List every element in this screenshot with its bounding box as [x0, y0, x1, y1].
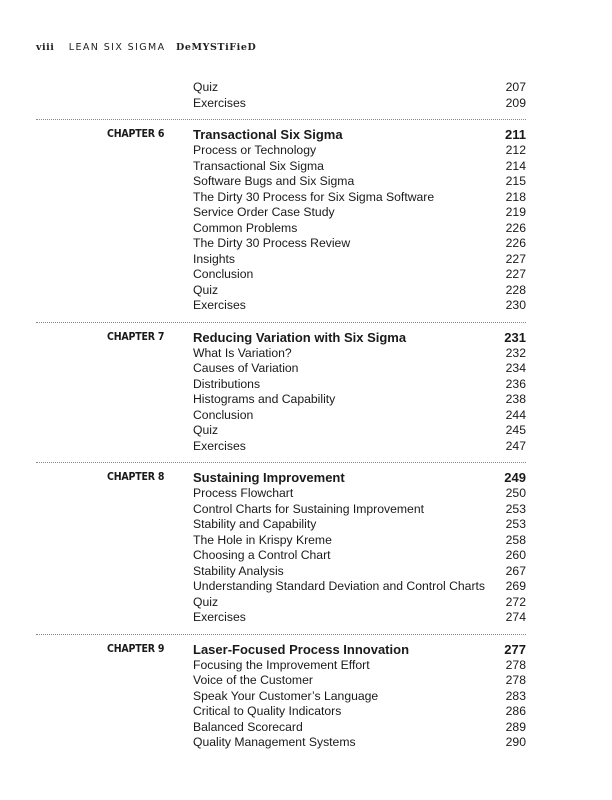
entry-title: Exercises — [193, 95, 246, 110]
chapter-page-number: 249 — [504, 470, 526, 485]
toc-entry[interactable] — [0, 548, 612, 564]
entry-page-number: 209 — [505, 95, 526, 110]
toc-entry[interactable] — [0, 361, 612, 377]
toc-entry[interactable] — [0, 252, 612, 268]
entry-page-number: 215 — [505, 174, 526, 188]
chapter-page-number: 231 — [504, 329, 526, 345]
entry-title: Process Flowchart — [193, 486, 294, 500]
toc-entry[interactable] — [0, 205, 612, 221]
toc-entry[interactable] — [0, 517, 612, 533]
toc-entry[interactable] — [0, 423, 612, 439]
toc-entry[interactable] — [0, 143, 612, 159]
toc-entry[interactable] — [0, 735, 612, 751]
entry-page-number: 227 — [505, 251, 526, 266]
entry-page-number: 247 — [505, 438, 526, 453]
entry-page-number: 212 — [505, 143, 526, 157]
entry-page-number: 274 — [505, 610, 526, 624]
toc-entry[interactable] — [0, 439, 612, 455]
entry-title: Exercises — [193, 610, 246, 624]
entry-title: Quiz — [193, 80, 219, 94]
entry-page-number: 250 — [505, 486, 526, 500]
chapter-title: Reducing Variation with Six Sigma — [193, 329, 407, 345]
toc-entry[interactable] — [0, 704, 612, 720]
toc-entry[interactable] — [0, 96, 612, 112]
entry-title: Histograms and Capability — [193, 392, 336, 406]
entry-page-number: 244 — [505, 407, 526, 422]
toc-entry[interactable] — [0, 610, 612, 626]
toc-entry[interactable] — [0, 236, 612, 252]
entry-page-number: 283 — [505, 688, 526, 703]
toc-entry[interactable] — [0, 486, 612, 502]
entry-title: What Is Variation? — [193, 345, 292, 360]
toc-entry[interactable] — [0, 174, 612, 190]
chapter-heading[interactable] — [0, 329, 612, 346]
entry-page-number: 290 — [505, 735, 526, 749]
entry-title: Quiz — [193, 423, 219, 437]
entry-page-number: 227 — [505, 267, 526, 281]
entry-page-number: 253 — [505, 517, 526, 531]
entry-title: Critical to Quality Indicators — [193, 704, 342, 718]
toc-entry[interactable] — [0, 283, 612, 299]
chapter-heading[interactable] — [0, 126, 612, 143]
entry-page-number: 238 — [505, 392, 526, 406]
entry-page-number: 207 — [505, 80, 526, 94]
entry-title: Choosing a Control Chart — [193, 548, 331, 562]
chapter-heading[interactable] — [0, 641, 612, 658]
entry-page-number: 214 — [505, 158, 526, 173]
entry-page-number: 272 — [505, 594, 526, 609]
entry-title: Transactional Six Sigma — [193, 158, 324, 173]
chapter-label: CHAPTER 9 — [107, 642, 165, 655]
chapter-heading[interactable] — [0, 469, 612, 486]
table-of-contents — [0, 80, 612, 751]
toc-entry[interactable] — [0, 159, 612, 175]
entry-page-number: 236 — [505, 376, 526, 391]
toc-entry[interactable] — [0, 689, 612, 705]
toc-entry[interactable] — [0, 673, 612, 689]
entry-title: Balanced Scorecard — [193, 719, 303, 734]
entry-title: Quiz — [193, 594, 219, 609]
entry-title: Understanding Standard Deviation and Control Charts — [193, 579, 485, 593]
entry-page-number: 258 — [505, 532, 526, 547]
chapter-title: Transactional Six Sigma — [193, 127, 343, 142]
dotted-divider — [36, 119, 526, 120]
entry-page-number: 286 — [505, 704, 526, 718]
chapter-page-number: 211 — [505, 127, 526, 142]
entry-title: The Dirty 30 Process Review — [193, 236, 351, 250]
entry-page-number: 245 — [505, 423, 526, 437]
entry-title: Common Problems — [193, 220, 298, 235]
entry-page-number: 278 — [505, 657, 526, 672]
toc-entry[interactable] — [0, 298, 612, 314]
book-title: LEAN SIX SIGMA — [68, 42, 166, 53]
entry-title: Focusing the Improvement Effort — [193, 657, 370, 672]
entry-title: Conclusion — [193, 267, 254, 281]
entry-page-number: 218 — [505, 189, 526, 204]
page-number: viii — [36, 42, 55, 53]
entry-title: The Hole in Krispy Kreme — [193, 532, 332, 547]
entry-title: Software Bugs and Six Sigma — [193, 174, 355, 188]
entry-page-number: 269 — [505, 579, 526, 593]
toc-entry[interactable] — [0, 408, 612, 424]
entry-title: Quiz — [193, 282, 219, 297]
running-head — [36, 42, 256, 53]
toc-entry[interactable] — [0, 502, 612, 518]
entry-page-number: 278 — [505, 673, 526, 687]
dotted-divider — [36, 322, 526, 323]
entry-page-number: 289 — [505, 719, 526, 734]
toc-entry[interactable] — [0, 533, 612, 549]
toc-entry[interactable] — [0, 564, 612, 580]
toc-entry[interactable] — [0, 658, 612, 674]
chapter-label: CHAPTER 7 — [107, 330, 165, 343]
entry-title: Exercises — [193, 298, 246, 312]
entry-page-number: 267 — [505, 563, 526, 578]
chapter-label: CHAPTER 6 — [107, 128, 165, 140]
entry-page-number: 260 — [505, 548, 526, 562]
entry-page-number: 226 — [505, 236, 526, 250]
entry-title: Speak Your Customer’s Language — [193, 688, 379, 703]
dotted-divider — [36, 462, 526, 463]
entry-title: Service Order Case Study — [193, 205, 335, 219]
entry-title: Quality Management Systems — [193, 735, 356, 749]
toc-entry[interactable] — [0, 267, 612, 283]
toc-entry[interactable] — [0, 392, 612, 408]
entry-page-number: 219 — [505, 205, 526, 219]
toc-entry[interactable] — [0, 377, 612, 393]
entry-title: Voice of the Customer — [193, 673, 313, 687]
toc-entry[interactable] — [0, 579, 612, 595]
entry-page-number: 230 — [505, 298, 526, 312]
entry-title: Exercises — [193, 438, 246, 453]
entry-page-number: 234 — [505, 361, 526, 375]
entry-title: Stability and Capability — [193, 517, 317, 531]
chapter-title: Laser-Focused Process Innovation — [193, 641, 410, 657]
chapter-label: CHAPTER 8 — [107, 471, 165, 483]
entry-page-number: 232 — [505, 345, 526, 360]
toc-entry[interactable] — [0, 80, 612, 96]
entry-page-number: 253 — [505, 501, 526, 516]
toc-entry[interactable] — [0, 595, 612, 611]
toc-entry[interactable] — [0, 190, 612, 206]
entry-title: Distributions — [193, 376, 261, 391]
toc-entry[interactable] — [0, 346, 612, 362]
entry-title: Conclusion — [193, 407, 254, 422]
toc-entry[interactable] — [0, 720, 612, 736]
entry-page-number: 226 — [505, 220, 526, 235]
series-brand: DeMYSTiFieD — [175, 42, 257, 53]
entry-title: Control Charts for Sustaining Improvement — [193, 501, 424, 516]
entry-title: Causes of Variation — [193, 361, 299, 375]
entry-title: Stability Analysis — [193, 563, 284, 578]
entry-title: The Dirty 30 Process for Six Sigma Software — [193, 189, 435, 204]
entry-page-number: 228 — [505, 282, 526, 297]
entry-title: Insights — [193, 251, 236, 266]
toc-entry[interactable] — [0, 221, 612, 237]
entry-title: Process or Technology — [193, 143, 317, 157]
chapter-page-number: 277 — [504, 641, 526, 657]
dotted-divider — [36, 634, 526, 635]
chapter-title: Sustaining Improvement — [193, 470, 345, 485]
